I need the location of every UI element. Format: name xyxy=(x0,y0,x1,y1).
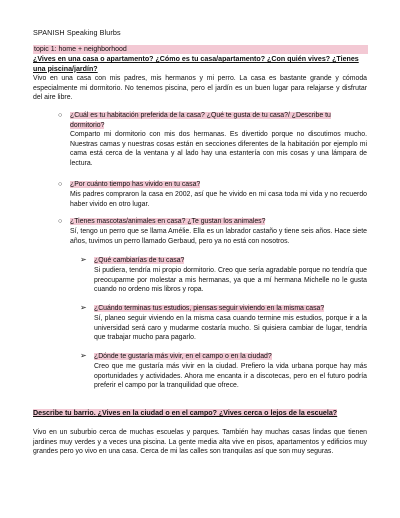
sub-question-2 xyxy=(70,180,350,190)
arrow-bullet-icon: ➢ xyxy=(80,255,87,264)
document-title: SPANISH Speaking Blurbs xyxy=(33,28,121,37)
sub-question-3-text: ¿Tienes mascotas/animales en casa? ¿Te gustan los animales? xyxy=(70,218,266,225)
sub-question-1 xyxy=(70,111,350,130)
arrow-bullet-icon: ➢ xyxy=(80,303,87,312)
circle-bullet-icon: ○ xyxy=(58,218,63,225)
topic-heading: topic 1: home + neighborhood xyxy=(33,45,368,54)
sub-answer-3: Sí, tengo un perro que se llama Amélie. Ella es un labrador castaño y tiene seis años. Hace siete años, tuvimos un perro llamado Gerbaud, pero ya no está con nosotros. xyxy=(70,228,367,245)
arrow-question-3 xyxy=(94,352,364,362)
arrow-question-2 xyxy=(94,304,364,314)
arrow-question-1-text: ¿Qué cambiarías de tu casa? xyxy=(94,257,185,264)
sub-answer-1: Comparto mi dormitorio con mis dos hermanas. Es divertido porque no discutimos mucho. Nuestras camas y nuestras cosas están en secciones diferentes de la habitación por ejemplo mi cama está cerca de la ventana y al lado hay una estantería con mis cosas y una lámpara de lectura. xyxy=(70,131,367,167)
arrow-question-2-text: ¿Cuándo terminas tus estudios, piensas seguir viviendo en la misma casa? xyxy=(94,305,325,312)
sub-question-2-text: ¿Por cuánto tiempo has vivido en tu casa? xyxy=(70,181,201,188)
sub-question-3 xyxy=(70,217,350,227)
arrow-answer-2: Sí, planeo seguir viviendo en la misma casa cuando termine mis estudios, porque ir a la universidad será caro y mudarme costaría mucho. Si quisiera cambiar de lugar, tendría que trabajar mucho para pagarlo. xyxy=(94,315,367,342)
arrow-answer-1: Si pudiera, tendría mi propio dormitorio. Creo que sería agradable porque no tendría que preocuparme por molestar a mis hermanas, ya que a mí hermana Michelle no le gusta cuando no ordeno mis libros y ropa. xyxy=(94,267,367,294)
circle-bullet-icon: ○ xyxy=(58,181,63,188)
sub-question-1-text: ¿Cuál es tu habitación preferida de la casa? ¿Qué te gusta de tu casa?/ ¿Describe tu dormitorio? xyxy=(70,112,331,129)
section2-question-text: Describe tu barrio. ¿Vives en la ciudad o en el campo? ¿Vives cerca o lejos de la escuela? xyxy=(33,409,338,417)
sub-answer-2: Mis padres compraron la casa en 2002, así que he vivido en mi casa toda mi vida y no recuerdo haber vivido en otro lugar. xyxy=(70,191,367,208)
section1-answer: Vivo en una casa con mis padres, mis hermanos y mi perro. La casa es bastante grande y cómoda especialmente mi dormitorio. No tenemos piscina, pero el jardín es un buen lugar para relajarse y disfrutar del aire libre. xyxy=(33,75,367,102)
section2-question xyxy=(33,409,367,419)
arrow-bullet-icon: ➢ xyxy=(80,351,87,360)
arrow-question-1 xyxy=(94,256,364,266)
circle-bullet-icon: ○ xyxy=(58,112,63,119)
arrow-answer-3: Creo que me gustaría más vivir en la ciudad. Prefiero la vida urbana porque hay más oportunidades y actividades. Ahora me encanta ir a discotecas, pero en el futuro podría preferir el campo por la tranquilidad que ofrece. xyxy=(94,363,367,390)
arrow-question-3-text: ¿Dónde te gustaría más vivir, en el campo o en la ciudad? xyxy=(94,353,272,360)
section2-answer: Vivo en un suburbio cerca de muchas escuelas y parques. También hay muchas casas lindas que tienen jardines muy verdes y a veces una piscina. La gente media alta vive en pisos, apartamentos y edificios muy grandes pero yo vivo en una casa. Cerca de mi las calles son tranquilas así que son muy seguras. xyxy=(33,429,367,456)
section1-question: ¿Vives en una casa o apartamento? ¿Cómo es tu casa/apartamento? ¿Con quién vives? ¿Tienes una piscina/jardín? xyxy=(33,55,359,73)
